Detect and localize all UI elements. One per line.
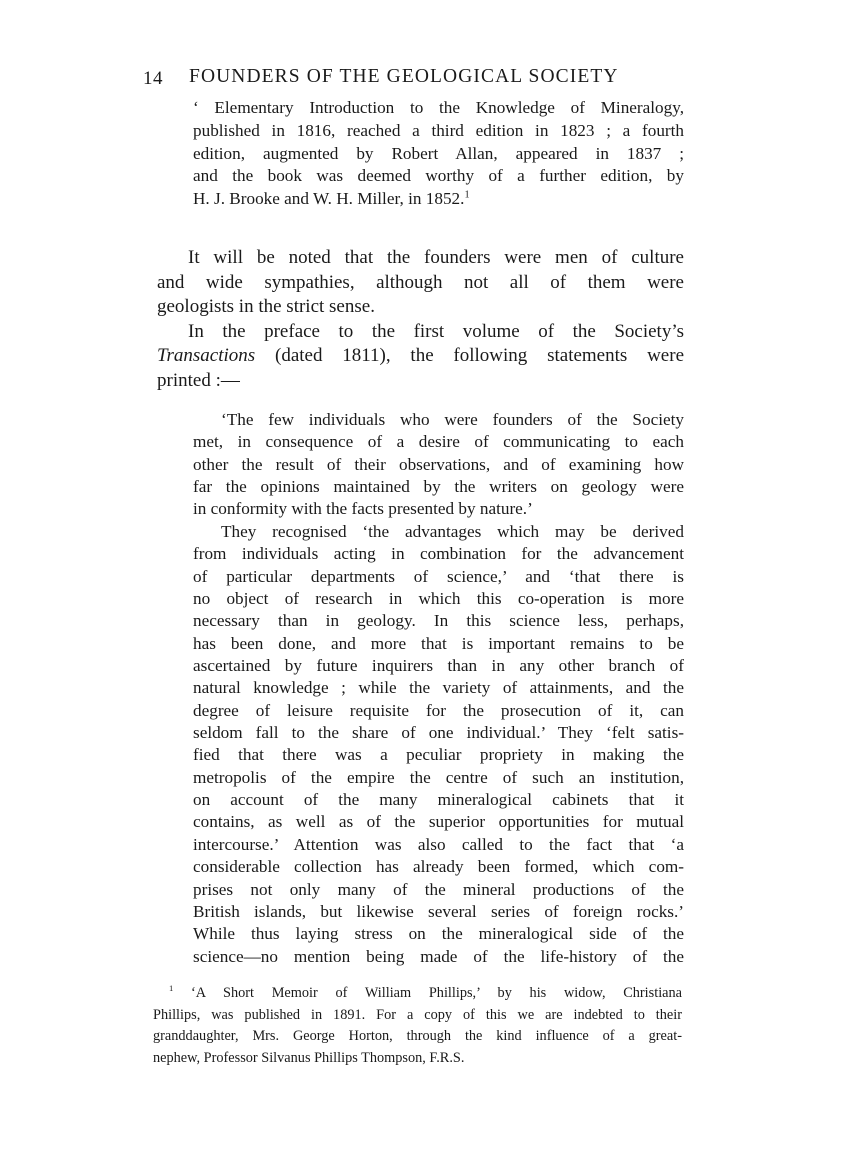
text-line: British islands, but likewise several series of foreign rocks.’ [193,901,684,921]
text-line: published in 1816, reached a third edition in 1823 ; a fourth [193,120,684,140]
block-quote [193,409,684,968]
text-line [157,344,684,369]
text-line: science—no mention being made of the life-history of the [193,946,684,966]
running-title: FOUNDERS OF THE GEOLOGICAL SOCIETY [189,66,619,87]
text-line: in conformity with the facts presented by nature.’ [193,499,533,519]
running-header [143,66,663,92]
text-line: far the opinions maintained by the writers on geology were [193,477,684,497]
text-line: intercourse.’ Attention was also called to the fact that ‘a [193,834,684,854]
text-line: on account of the many mineralogical cabinets that it [193,790,684,810]
text-line: degree of leisure requisite for the prosecution of it, can [193,700,684,720]
italic-title: Transactions [157,345,256,367]
text-line: In the preface to the first volume of the Society’s [188,320,684,342]
text-line: Phillips, was published in 1891. For a copy of this we are indebted to their [153,1006,682,1023]
text-line: and the book was deemed worthy of a further edition, by [193,166,684,186]
text-line: contains, as well as of the superior opportunities for mutual [193,812,684,832]
text-line: ‘The few individuals who were founders of the Society [221,410,684,429]
text-line: no object of research in which this co-operation is more [193,588,684,608]
text-line: prises not only many of the mineral productions of the [193,879,684,899]
text-line: from individuals acting in combination for the advancement [193,544,684,564]
footnote-marker: 1 [169,983,174,994]
text-line: metropolis of the empire the centre of such an institution, [193,767,684,787]
text-line: met, in consequence of a desire of communicating to each [193,432,684,452]
text-line: It will be noted that the founders were men of culture [188,247,684,268]
text-line: fied that there was a peculiar propriety in making the [193,745,684,765]
text-line: considerable collection has already been formed, which com- [193,857,684,877]
continued-paragraph [193,97,684,211]
text-line: granddaughter, Mrs. George Horton, through the kind influence of a great- [153,1028,682,1044]
text-line-content: ‘A Short Memoir of William Phillips,’ by his widow, Christiana [191,985,682,1001]
text-line: geologists in the strict sense. [157,296,375,318]
text-line: seldom fall to the share of one individual.’ They ‘felt satis- [193,723,684,743]
text-line-content: H. J. Brooke and W. H. Miller, in 1852. [193,189,465,209]
text-line: While thus laying stress on the mineralogical side of the [193,924,684,944]
body-text [157,246,684,394]
text-line: has been done, and more that is important remains to be [193,633,684,653]
text-line [153,983,682,1005]
text-line: natural knowledge ; while the variety of attainments, and the [193,678,684,698]
text-line: and wide sympathies, although not all of them were [157,271,684,293]
text-line: necessary than in geology. In this science less, perhaps, [193,611,684,631]
footnote [153,983,682,1069]
text-line: ascertained by future inquirers than in any other branch of [193,655,684,675]
footnote-reference[interactable]: 1 [464,189,470,201]
text-line: other the result of their observations, and of examining how [193,454,684,474]
text-line: ‘ Elementary Introduction to the Knowledge of Mineralogy, [193,98,684,117]
text-line: of particular departments of science,’ and ‘that there is [193,566,684,586]
text-line: nephew, Professor Silvanus Phillips Thompson, F.R.S. [153,1049,465,1066]
text-line: They recognised ‘the advantages which may be derived [221,521,684,541]
text-line [193,188,684,211]
text-line: edition, augmented by Robert Allan, appeared in 1837 ; [193,143,684,163]
page-number: 14 [143,68,163,89]
text-line-content: (dated 1811), the following statements were [255,345,684,367]
text-line: printed :— [157,369,240,391]
